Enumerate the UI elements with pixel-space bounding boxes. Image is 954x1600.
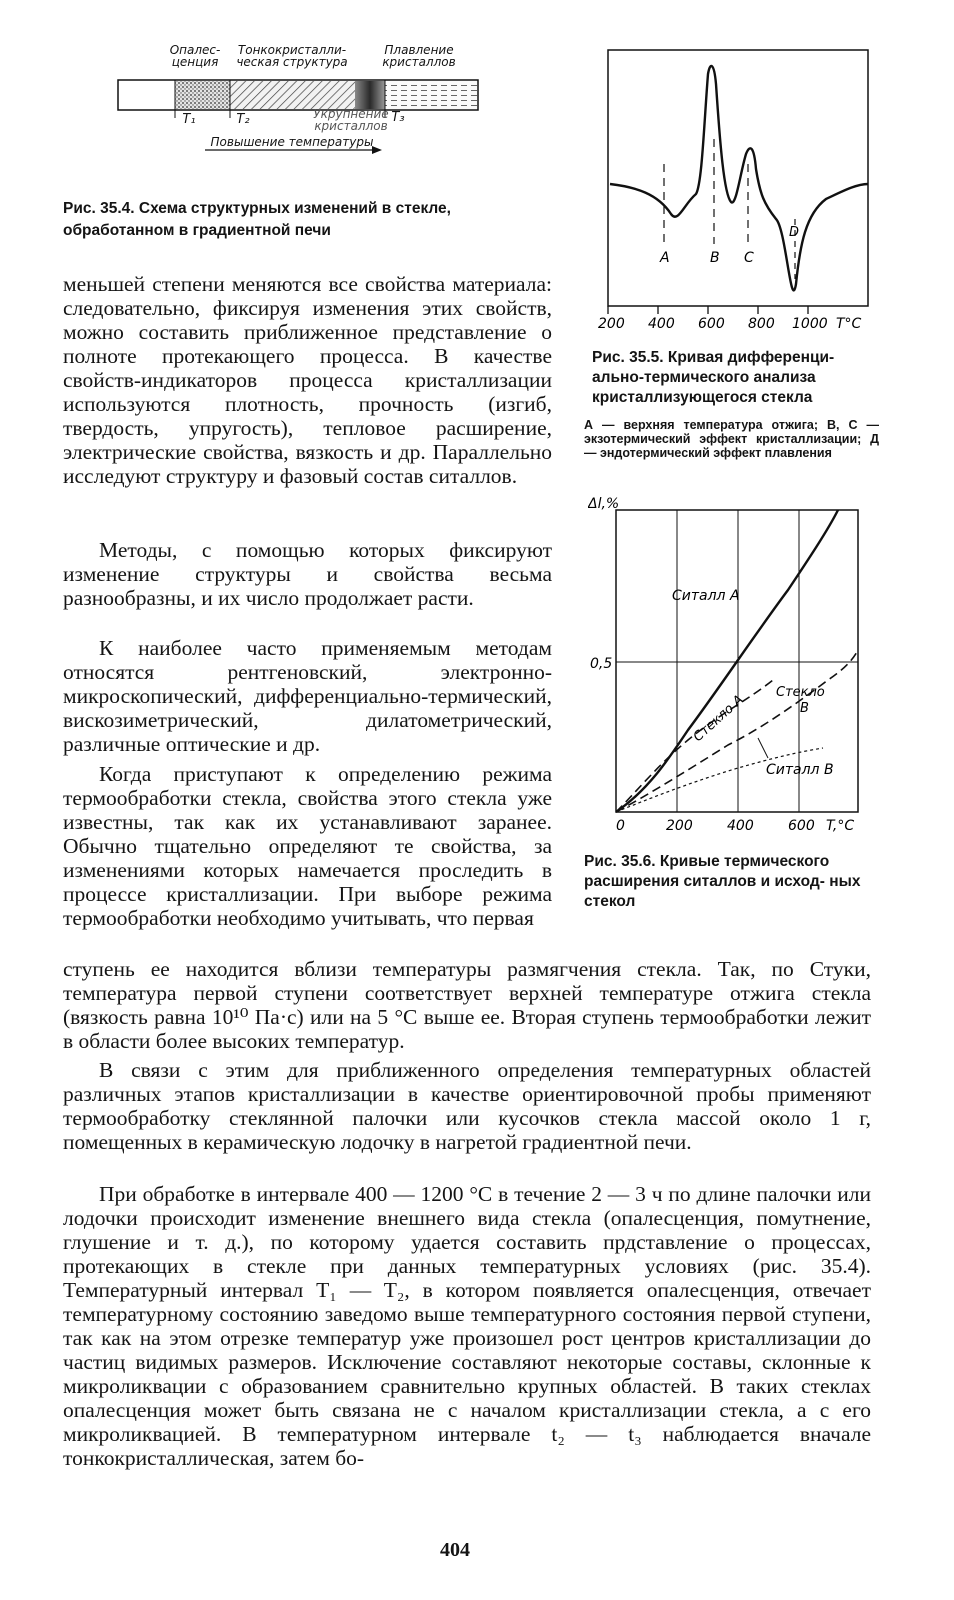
label-steklo-b-1: Стекло: [776, 685, 825, 700]
label-steklo-b-2: В: [800, 701, 809, 716]
x-tick-200: 200: [666, 818, 693, 834]
tick-unit: T°C: [836, 316, 862, 332]
figure-35-4: [110, 38, 550, 168]
dta-curve-chart: [596, 44, 886, 344]
label-temperature-increase: Повышение температуры: [210, 135, 374, 149]
tick-1000: 1000: [792, 316, 828, 332]
label-t3: T₃: [391, 110, 405, 125]
x-tick-600: 600: [788, 818, 815, 834]
label-sitall-a: Ситалл А: [672, 588, 740, 604]
paragraph-2: Методы, с помощью которых фиксируют изменение структуры и свойства весьма разнообразны, и их число продолжает расти.: [63, 538, 552, 610]
label-steklo-a: Стекло А: [690, 692, 747, 745]
caption-35-4: Рис. 35.4. Схема структурных изменений в стекле, обработанном в градиентной печи: [63, 200, 451, 239]
x-tick-unit: T,°C: [826, 818, 855, 834]
legend-35-5: А — верхняя температура отжига; В, С — экзотермический эффект кристаллизации; Д — эндотермический эффект плавления: [584, 418, 879, 460]
y-axis-label: Δl,%: [588, 496, 620, 512]
tick-600: 600: [698, 316, 725, 332]
paragraph-5: В связи с этим для приближенного определения температурных областей различных этапов кристаллизации в качестве ориентировочной пробы применяют термообработку стеклянной палочки или кусочков стекла массой около 1 г, помещенных в керамическую лодочку в нагретой градиентной печи.: [63, 1058, 871, 1154]
caption-35-6: Рис. 35.6. Кривые термического расширения ситаллов и исход- ных стекол: [584, 853, 861, 910]
page-number: 404: [440, 1539, 470, 1561]
tick-200: 200: [598, 316, 625, 332]
caption-35-5: Рис. 35.5. Кривая дифференци- ально-термического анализа кристаллизующегося стекла: [592, 349, 835, 406]
marker-c: C: [744, 250, 754, 266]
label-melting: Плавление кристаллов: [382, 43, 456, 69]
thermal-expansion-chart: [588, 490, 888, 835]
label-t1: T₁: [182, 112, 196, 127]
tick-400: 400: [648, 316, 675, 332]
marker-a: A: [660, 250, 670, 266]
paragraph-6: При обработке в интервале 400 — 1200 °С в течение 2 — 3 ч по длине палочки или лодочки происходит изменение внешнего вида стекла (опалесценция, помутнение, глушение и т. д.), по которому удается составить прдставление о процессах, протекающих в стекле при данных температурных условиях (рис. 35.4). Температурный интервал T₁ — T₂, в котором появляется опалесценция, отвечает температурному состоянию заведомо выше температурного состояния первой ступени, так как на этом отрезке температур уже произошел рост центров кристаллизации до частиц видимых размеров. Исключение составляют некоторые составы, склонные к микроликвации с образованием сравнительно крупных областей. В таких стеклах опалесценция может быть связана не с началом кристаллизации стекла, а с его микроликвацией. В температурном интервале t₂ — t₃ наблюдается вначале тонкокристаллическая, затем бо-: [63, 1182, 871, 1470]
paragraph-3: К наиболее часто применяемым методам относятся рентгеновский, электронно-микроскопический, дифференциально-термический, вискозиметрический, дилатометрический, различные оптические и др.: [63, 636, 552, 756]
paragraph-4-continued: ступень ее находится вблизи температуры размягчения стекла. Так, по Стуки, температура первой ступени соответствует верхней температуре отжига стекла (вязкость равна 10¹⁰ Па·с) или на 5 °С выше ее. Вторая ступень термообработки лежит в области более высоких температур.: [63, 957, 871, 1053]
label-sitall-b: Ситалл В: [766, 762, 834, 778]
x-tick-400: 400: [727, 818, 754, 834]
figure-35-6: [588, 490, 888, 835]
label-opalescence: Опалес- ценция: [169, 43, 221, 69]
paragraph-1: меньшей степени меняются все свойства материала: следовательно, фиксируя изменения этих свойств, можно составить приближенное представление о полноте протекающего процесса. В качестве свойств-индикаторов процесса кристаллизации используются плотность, прочность (изгиб, твердость, упругость), тепловое расширение, электрические свойства, вязкость и др. Параллельно исследуют структуру и фазовый состав ситаллов.: [63, 272, 552, 488]
label-fine-crystalline: Тонкокристалли- ческая структура: [236, 43, 348, 69]
marker-b: B: [710, 250, 720, 266]
label-coarsening: Укрупнение кристаллов: [313, 107, 389, 133]
figure-35-5: [596, 44, 886, 344]
y-tick-0-5: 0,5: [590, 656, 613, 672]
paragraph-4: Когда приступают к определению режима термообработки стекла, свойства этого стекла уже известны, так как их устанавливают заранее. Обычно тщательно определяют те свойства, за изменениями которых намечается проследить в процессе кристаллизации. При выборе режима термообработки необходимо учитывать, что первая: [63, 762, 552, 930]
label-t2: T₂: [236, 112, 250, 127]
x-tick-0: 0: [616, 818, 625, 834]
marker-d: D: [789, 225, 800, 240]
tick-800: 800: [748, 316, 775, 332]
